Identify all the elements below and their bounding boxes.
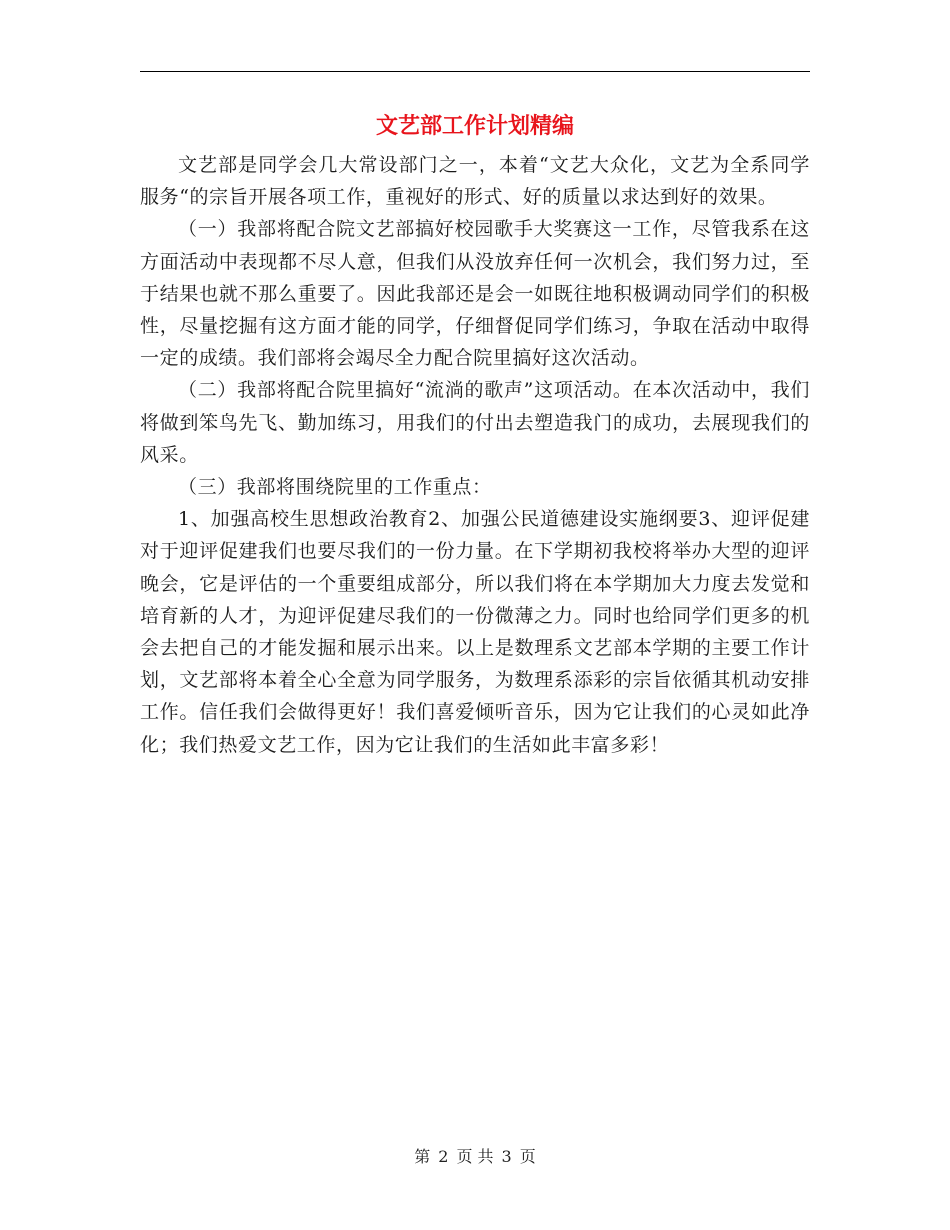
footer-prefix: 第 xyxy=(414,1147,431,1166)
footer-page-number: 2 xyxy=(438,1147,449,1166)
header-rule xyxy=(140,71,810,72)
paragraph-item-1: （一）我部将配合院文艺部搞好校园歌手大奖赛这一工作，尽管我系在这方面活动中表现都不尽人意，但我们从没放弃任何一次机会，我们努力过，至于结果也就不那么重要了。因此我部还是会一如既往地积极调动同学们的积极性，尽量挖掘有这方面才能的同学，仔细督促同学们练习，争取在活动中取得一定的成绩。我们部将会竭尽全力配合院里搞好这次活动。 xyxy=(140,218,810,370)
document-body xyxy=(140,149,810,761)
paragraph-item-2: （二）我部将配合院里搞好“流淌的歌声”这项活动。在本次活动中，我们将做到笨鸟先飞、勤加练习，用我们的付出去塑造我门的成功，去展现我们的风采。 xyxy=(140,379,810,466)
footer-suffix: 页 xyxy=(519,1147,536,1166)
page-footer xyxy=(0,1145,950,1169)
paragraph-details: 1、加强高校生思想政治教育2、加强公民道德建设实施纲要3、迎评促建对于迎评促建我们也要尽我们的一份力量。在下学期初我校将举办大型的迎评晚会，它是评估的一个重要组成部分，所以我们将在本学期加大力度去发觉和培育新的人才，为迎评促建尽我们的一份微薄之力。同时也给同学们更多的机会去把自己的才能发掘和展示出来。以上是数理系文艺部本学期的主要工作计划，文艺部将本着全心全意为同学服务，为数理系添彩的宗旨依循其机动安排工作。信任我们会做得更好！我们喜爱倾听音乐，因为它让我们的心灵如此净化；我们热爱文艺工作，因为它让我们的生活如此丰富多彩！ xyxy=(140,508,810,756)
document-title: 文艺部工作计划精编 xyxy=(375,113,574,139)
paragraph-item-3: （三）我部将围绕院里的工作重点： xyxy=(178,476,492,499)
footer-middle: 页 共 xyxy=(456,1147,494,1166)
paragraph-intro: 文艺部是同学会几大常设部门之一，本着“文艺大众化，文艺为全系同学服务“的宗旨开展各项工作，重视好的形式、好的质量以求达到好的效果。 xyxy=(140,154,810,209)
footer-total-pages: 3 xyxy=(501,1147,512,1166)
